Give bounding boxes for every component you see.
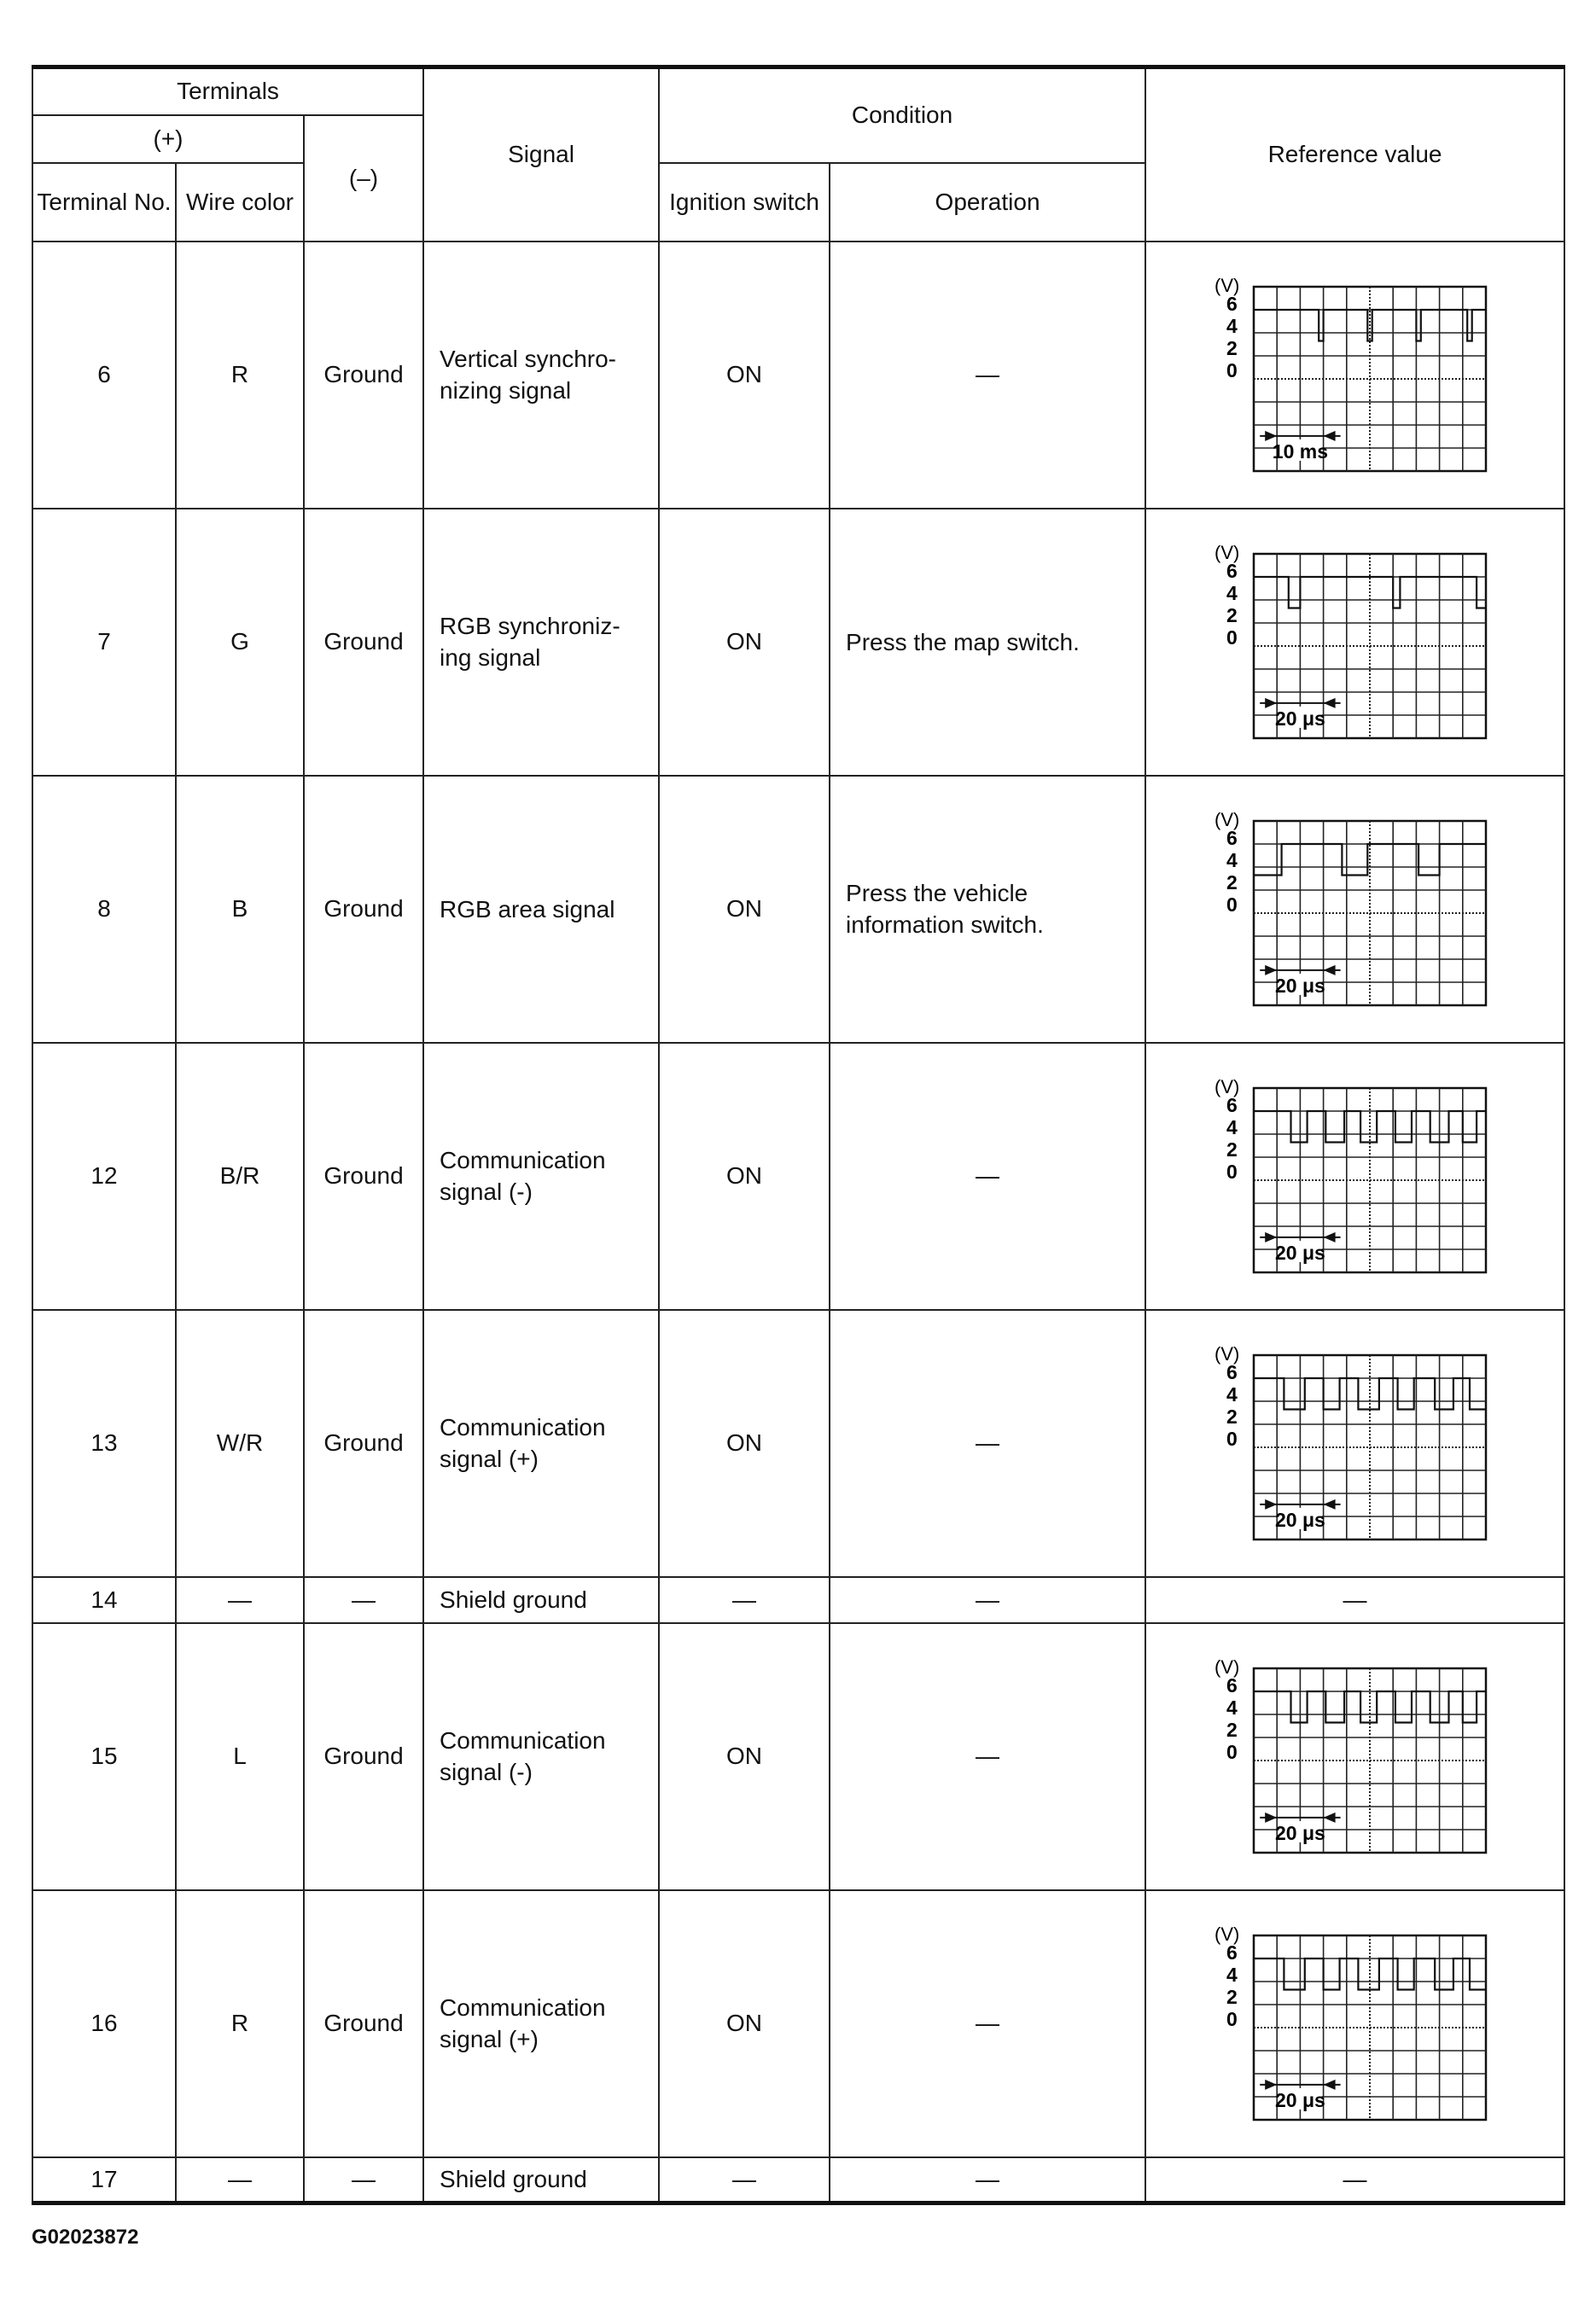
reference-value-cell: —	[1145, 2157, 1564, 2203]
minus-terminal-cell: —	[304, 1577, 423, 1623]
operation-cell: —	[830, 1577, 1145, 1623]
signal-cell: Shield ground	[423, 1577, 659, 1623]
wire-color-cell: B	[176, 776, 304, 1043]
oscilloscope-waveform	[1214, 811, 1496, 1007]
reference-value-cell	[1145, 1623, 1564, 1890]
signal-cell: Communication signal (-)	[423, 1043, 659, 1310]
scope-unit-label: (V)	[1214, 1078, 1239, 1097]
terminal-spec-table	[32, 65, 1565, 2205]
scope-unit-label: (V)	[1214, 1925, 1239, 1945]
ignition-switch-cell: ON	[659, 1623, 830, 1890]
scope-y-tick: 2	[1226, 604, 1238, 626]
wire-color-cell: —	[176, 1577, 304, 1623]
scope-y-tick: 6	[1226, 293, 1238, 315]
wire-color-cell: R	[176, 1890, 304, 2157]
scope-y-tick: 6	[1226, 1941, 1238, 1964]
scope-unit-label: (V)	[1214, 1345, 1239, 1365]
operation-cell: —	[830, 242, 1145, 509]
table-row	[32, 1577, 1564, 1623]
scope-y-tick: 4	[1226, 582, 1238, 604]
terminal-no-cell: 13	[32, 1310, 176, 1577]
oscilloscope-waveform	[1214, 1345, 1496, 1541]
table-row	[32, 242, 1564, 509]
scope-y-tick: 6	[1226, 1361, 1238, 1383]
minus-terminal-cell: Ground	[304, 242, 423, 509]
table-row	[32, 1890, 1564, 2157]
ignition-switch-cell: ON	[659, 1043, 830, 1310]
scope-y-tick: 6	[1226, 827, 1238, 849]
terminal-no-cell: 14	[32, 1577, 176, 1623]
scope-unit-label: (V)	[1214, 811, 1239, 830]
scope-y-tick: 4	[1226, 315, 1238, 337]
operation-cell: —	[830, 1043, 1145, 1310]
scope-y-tick: 6	[1226, 560, 1238, 582]
reference-value-cell	[1145, 1043, 1564, 1310]
minus-terminal-cell: Ground	[304, 509, 423, 776]
ignition-switch-cell: —	[659, 1577, 830, 1623]
operation-cell: —	[830, 2157, 1145, 2203]
table-row	[32, 509, 1564, 776]
wire-color-cell: —	[176, 2157, 304, 2203]
table-row	[32, 1623, 1564, 1890]
header-signal: Signal	[423, 67, 659, 242]
minus-terminal-cell: —	[304, 2157, 423, 2203]
signal-cell: Shield ground	[423, 2157, 659, 2203]
ignition-switch-cell: ON	[659, 509, 830, 776]
reference-value-cell	[1145, 1310, 1564, 1577]
header-plus: (+)	[32, 115, 304, 163]
scope-y-tick: 0	[1226, 626, 1238, 649]
reference-value-cell: —	[1145, 1577, 1564, 1623]
oscilloscope-waveform	[1214, 544, 1496, 740]
operation-cell: —	[830, 1310, 1145, 1577]
minus-terminal-cell: Ground	[304, 776, 423, 1043]
table-row	[32, 2157, 1564, 2203]
scope-y-tick: 2	[1226, 1138, 1238, 1161]
figure-code: G02023872	[32, 2226, 139, 2249]
scope-time-label: 20 μs	[1274, 974, 1325, 997]
scope-y-tick: 4	[1226, 1116, 1238, 1138]
scope-y-tick: 4	[1226, 1697, 1238, 1719]
scope-time-label: 20 μs	[1274, 1508, 1325, 1531]
signal-cell: Communication signal (+)	[423, 1310, 659, 1577]
terminal-no-cell: 7	[32, 509, 176, 776]
scope-unit-label: (V)	[1214, 276, 1239, 296]
scope-time-label: 20 μs	[1274, 2088, 1325, 2111]
reference-value-cell	[1145, 776, 1564, 1043]
operation-cell: Press the vehicle information switch.	[830, 776, 1145, 1043]
header-minus: (–)	[304, 115, 423, 242]
wire-color-cell: W/R	[176, 1310, 304, 1577]
table-row	[32, 1310, 1564, 1577]
ignition-switch-cell: ON	[659, 776, 830, 1043]
minus-terminal-cell: Ground	[304, 1890, 423, 2157]
scope-y-tick: 0	[1226, 1741, 1238, 1763]
terminal-no-cell: 15	[32, 1623, 176, 1890]
operation-cell: Press the map switch.	[830, 509, 1145, 776]
scope-y-tick: 2	[1226, 871, 1238, 893]
oscilloscope-waveform	[1214, 1078, 1496, 1274]
minus-terminal-cell: Ground	[304, 1043, 423, 1310]
oscilloscope-waveform	[1214, 276, 1496, 473]
scope-y-tick: 2	[1226, 1719, 1238, 1741]
scope-time-label: 10 ms	[1272, 439, 1328, 463]
terminal-no-cell: 16	[32, 1890, 176, 2157]
header-terminals: Terminals	[32, 67, 423, 115]
signal-cell: Communication signal (-)	[423, 1623, 659, 1890]
minus-terminal-cell: Ground	[304, 1310, 423, 1577]
signal-cell: RGB synchroniz- ing signal	[423, 509, 659, 776]
scope-y-tick: 2	[1226, 337, 1238, 359]
oscilloscope-waveform	[1214, 1658, 1496, 1854]
scope-time-label: 20 μs	[1274, 1241, 1325, 1264]
scope-y-tick: 2	[1226, 1986, 1238, 2008]
ignition-switch-cell: —	[659, 2157, 830, 2203]
table-row	[32, 776, 1564, 1043]
header-condition: Condition	[659, 67, 1145, 163]
reference-value-cell	[1145, 1890, 1564, 2157]
table-row	[32, 1043, 1564, 1310]
scope-y-tick: 4	[1226, 849, 1238, 871]
scope-y-tick: 0	[1226, 1428, 1238, 1450]
scope-unit-label: (V)	[1214, 544, 1239, 563]
scope-y-tick: 6	[1226, 1094, 1238, 1116]
scope-y-tick: 2	[1226, 1406, 1238, 1428]
scope-y-tick: 6	[1226, 1674, 1238, 1697]
ignition-switch-cell: ON	[659, 242, 830, 509]
scope-time-label: 20 μs	[1274, 707, 1325, 730]
signal-cell: Communication signal (+)	[423, 1890, 659, 2157]
scope-y-tick: 4	[1226, 1383, 1238, 1406]
scope-y-tick: 0	[1226, 359, 1238, 381]
ignition-switch-cell: ON	[659, 1310, 830, 1577]
wire-color-cell: R	[176, 242, 304, 509]
scope-y-tick: 0	[1226, 2008, 1238, 2030]
terminal-no-cell: 12	[32, 1043, 176, 1310]
scope-time-label: 20 μs	[1274, 1821, 1325, 1844]
terminal-no-cell: 6	[32, 242, 176, 509]
wire-color-cell: B/R	[176, 1043, 304, 1310]
header-ignition-switch: Ignition switch	[659, 163, 830, 242]
header-terminal-no: Terminal No.	[32, 163, 176, 242]
terminal-no-cell: 17	[32, 2157, 176, 2203]
operation-cell: —	[830, 1890, 1145, 2157]
header-reference-value: Reference value	[1145, 67, 1564, 242]
reference-value-cell	[1145, 509, 1564, 776]
header-wire-color: Wire color	[176, 163, 304, 242]
wire-color-cell: G	[176, 509, 304, 776]
minus-terminal-cell: Ground	[304, 1623, 423, 1890]
operation-cell: —	[830, 1623, 1145, 1890]
signal-cell: Vertical synchro- nizing signal	[423, 242, 659, 509]
ignition-switch-cell: ON	[659, 1890, 830, 2157]
signal-cell: RGB area signal	[423, 776, 659, 1043]
wire-color-cell: L	[176, 1623, 304, 1890]
scope-y-tick: 4	[1226, 1964, 1238, 1986]
oscilloscope-waveform	[1214, 1925, 1496, 2121]
terminal-no-cell: 8	[32, 776, 176, 1043]
scope-y-tick: 0	[1226, 1161, 1238, 1183]
scope-y-tick: 0	[1226, 893, 1238, 916]
header-operation: Operation	[830, 163, 1145, 242]
scope-unit-label: (V)	[1214, 1658, 1239, 1678]
reference-value-cell	[1145, 242, 1564, 509]
